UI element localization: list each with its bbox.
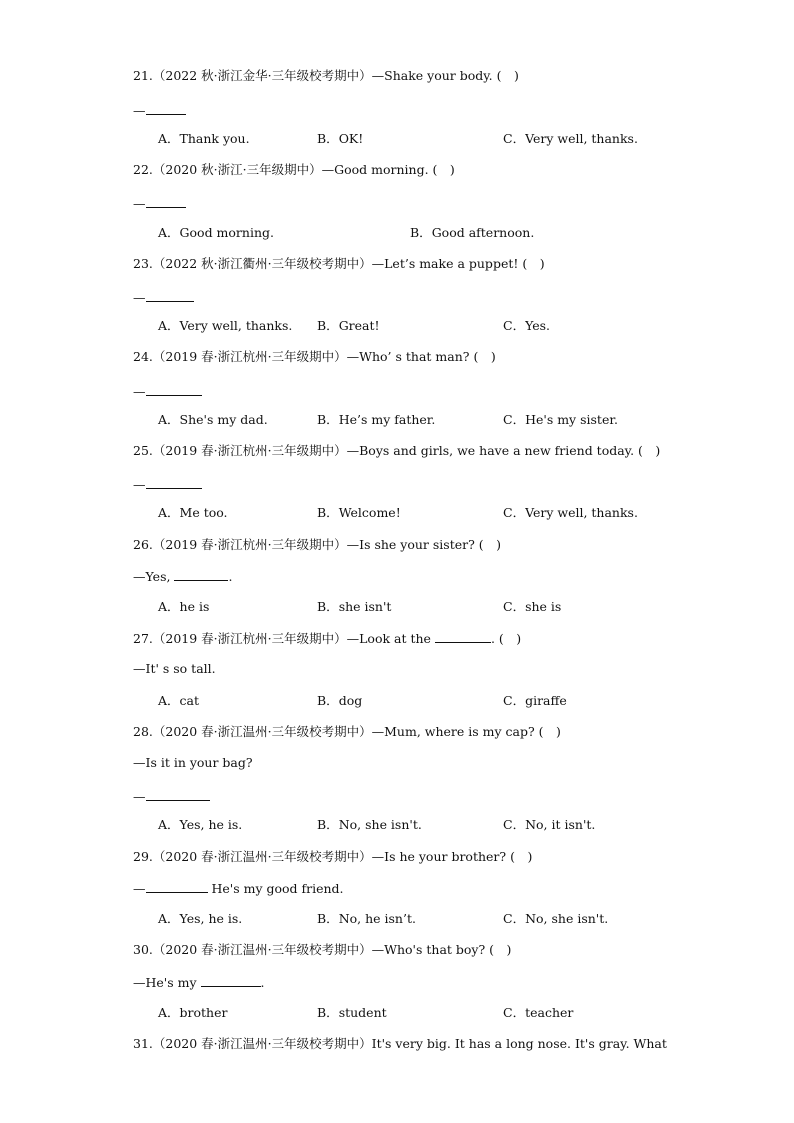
- option-b: B．Great!: [317, 318, 380, 333]
- question-31: [133, 1036, 667, 1052]
- question-prompt: —Let’s make a puppet! ( ): [371, 256, 545, 271]
- answer-prefix: —: [133, 103, 146, 118]
- option-a: A．Me too.: [158, 505, 228, 520]
- question-number: 23.: [133, 256, 153, 271]
- answer-blank: [146, 383, 202, 396]
- question-prompt: —Good morning. ( ): [321, 162, 455, 177]
- question-source: （2020 秋·浙江·三年级期中）: [152, 162, 322, 177]
- answer-line: [133, 568, 232, 585]
- option-b: B．No, she isn't.: [317, 817, 422, 832]
- answer-text: —Is it in your bag?: [133, 755, 253, 770]
- option-a: A．Yes, he is.: [158, 911, 243, 926]
- question-source: （2020 春·浙江温州·三年级校考期中）: [152, 724, 372, 739]
- question-prompt: —Look at the: [346, 631, 431, 646]
- answer-line: [133, 383, 202, 400]
- option-b: B．No, he isn’t.: [317, 911, 416, 926]
- option-c: C．Very well, thanks.: [503, 131, 638, 146]
- option-c: C．No, it isn't.: [503, 817, 596, 832]
- option-a: A．brother: [158, 1005, 228, 1020]
- option-a: A．he is: [158, 599, 210, 614]
- answer-blank: [146, 102, 186, 115]
- option-c: C．she is: [503, 599, 562, 614]
- answer-prefix: —: [133, 477, 146, 492]
- answer-suffix: .: [228, 569, 233, 584]
- option-c: C．giraffe: [503, 693, 567, 708]
- question-29: [133, 849, 532, 865]
- question-prompt: It's very big. It has a long nose. It's gray. What: [371, 1036, 667, 1051]
- question-number: 27.: [133, 631, 153, 646]
- answer-prefix: —: [133, 384, 146, 399]
- answer-line: [133, 289, 194, 306]
- question-source: （2022 秋·浙江衢州·三年级校考期中）: [152, 256, 372, 271]
- answer-blank: [146, 880, 208, 893]
- answer-text: —It' s so tall.: [133, 661, 216, 676]
- question-number: 30.: [133, 942, 153, 957]
- answer-line: [133, 476, 202, 493]
- question-24: [133, 349, 496, 365]
- question-source: （2022 秋·浙江金华·三年级校考期中）: [152, 68, 372, 83]
- question-source: （2019 春·浙江杭州·三年级期中）: [152, 443, 347, 458]
- answer-suffix: He's my good friend.: [207, 881, 344, 896]
- option-b: B．Welcome!: [317, 505, 401, 520]
- question-prompt: —Shake your body. ( ): [371, 68, 519, 83]
- question-prompt: —Boys and girls, we have a new friend today. ( ): [346, 443, 661, 458]
- question-prompt: —Is she your sister? ( ): [346, 537, 502, 552]
- answer-blank: [146, 788, 210, 801]
- option-c: C．Very well, thanks.: [503, 505, 638, 520]
- option-a: A．cat: [158, 693, 200, 708]
- answer-blank: [146, 476, 202, 489]
- option-b: B．OK!: [317, 131, 364, 146]
- option-b: B．dog: [317, 693, 363, 708]
- question-source: （2020 春·浙江温州·三年级校考期中）: [152, 849, 372, 864]
- question-number: 22.: [133, 162, 153, 177]
- answer-line: [133, 755, 253, 771]
- answer-prefix: —: [133, 290, 146, 305]
- question-number: 24.: [133, 349, 153, 364]
- option-a: A．Yes, he is.: [158, 817, 243, 832]
- question-number: 28.: [133, 724, 153, 739]
- prompt-suffix: . ( ): [490, 631, 522, 646]
- question-prompt: —Who's that boy? ( ): [371, 942, 512, 957]
- question-number: 26.: [133, 537, 153, 552]
- question-21: [133, 68, 519, 84]
- answer-suffix: .: [260, 975, 265, 990]
- question-26: [133, 537, 501, 553]
- option-b: B．He’s my father.: [317, 412, 436, 427]
- question-25: [133, 443, 660, 459]
- answer-prefix: —: [133, 196, 146, 211]
- answer-blank: [201, 974, 261, 987]
- question-22: [133, 162, 455, 178]
- answer-line: [133, 880, 344, 897]
- question-prompt: —Mum, where is my cap? ( ): [371, 724, 561, 739]
- prompt-blank: [435, 630, 491, 643]
- question-23: [133, 256, 545, 272]
- answer-blank: [146, 289, 194, 302]
- answer-blank: [174, 568, 228, 581]
- option-c: C．Yes.: [503, 318, 551, 333]
- question-28: [133, 724, 561, 740]
- answer-prefix: —: [133, 881, 146, 896]
- question-source: （2020 春·浙江温州·三年级校考期中）: [152, 942, 372, 957]
- option-a: A．Very well, thanks.: [158, 318, 293, 333]
- question-source: （2019 春·浙江杭州·三年级期中）: [152, 537, 347, 552]
- question-source: （2019 春·浙江杭州·三年级期中）: [152, 631, 347, 646]
- answer-line: [133, 974, 265, 991]
- answer-blank: [146, 195, 186, 208]
- answer-line: [133, 788, 210, 805]
- question-number: 25.: [133, 443, 153, 458]
- option-b: B．student: [317, 1005, 387, 1020]
- question-prompt: —Is he your brother? ( ): [371, 849, 533, 864]
- question-number: 21.: [133, 68, 153, 83]
- question-30: [133, 942, 511, 958]
- question-source: （2019 春·浙江杭州·三年级期中）: [152, 349, 347, 364]
- option-a: A．Good morning.: [158, 225, 274, 240]
- option-c: C．No, she isn't.: [503, 911, 609, 926]
- option-a: A．She's my dad.: [158, 412, 268, 427]
- answer-line: [133, 102, 186, 119]
- option-b: B．Good afternoon.: [410, 225, 535, 240]
- question-source: （2020 春·浙江温州·三年级校考期中）: [152, 1036, 372, 1051]
- option-c: C．He's my sister.: [503, 412, 618, 427]
- answer-prefix: —He's my: [133, 975, 197, 990]
- answer-prefix: —Yes,: [133, 569, 171, 584]
- question-number: 29.: [133, 849, 153, 864]
- answer-line: [133, 195, 186, 212]
- option-a: A．Thank you.: [158, 131, 250, 146]
- question-prompt: —Who’ s that man? ( ): [346, 349, 496, 364]
- question-number: 31.: [133, 1036, 153, 1051]
- answer-prefix: —: [133, 789, 146, 804]
- option-c: C．teacher: [503, 1005, 574, 1020]
- answer-line: [133, 661, 216, 677]
- question-27: [133, 630, 521, 647]
- option-b: B．she isn't: [317, 599, 392, 614]
